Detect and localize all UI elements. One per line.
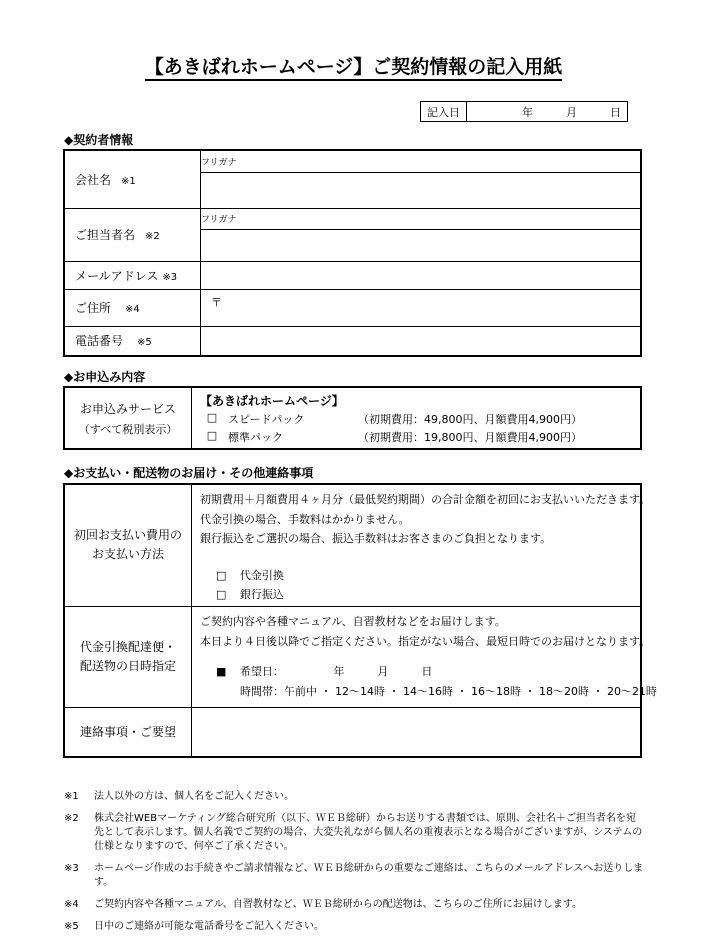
option-speed[interactable]: □ スピードパック （初期費用：49,800円、月額費用4,900円） (200, 411, 640, 427)
company-label: 会社名 ※1 (64, 150, 201, 208)
contractor-table (63, 149, 642, 357)
wish-date[interactable]: ■ 希望日： 年 月 日 (216, 664, 433, 678)
section-contractor: ◆契約者情報 (64, 133, 134, 147)
first-payment-content: 初期費用＋月額費用４ヶ月分（最低契約期間）の合計金額を初回にお支払いいただきます。 代金引換の場合、手数料はかかりません。 銀行振込をご選択の場合、振込手数料はお客さまのご負担となります。 □ 代金引換 □ 銀行振込 (192, 484, 642, 606)
date-table (420, 101, 628, 122)
section-application: ◆お申込み内容 (64, 370, 146, 384)
address-field[interactable]: 〒 (201, 289, 642, 326)
application-options: 【あきばれホームページ】 □ スピードパック （初期費用：49,800円、月額費用4,900円） □ 標準パック （初期費用：19,800円、月額費用4,900円） (192, 387, 642, 449)
footnote: ※1 法人以外の方は、個人名をご記入ください。 (64, 791, 294, 802)
time-slot[interactable]: 時間帯：午前中 ・ 12～14時 ・ 14～16時 ・ 16～18時 ・ 18～20時 ・ 20～21時 (240, 684, 657, 698)
footnote: ※2 株式会社WEBマーケティング総合研究所（以下、ＷＥＢ総研）からお送りする書類では、原則、会社名＋ご担当者名を宛先として表示します。個人名義でご契約の場合、大変失礼ながら個人名の重複表示となる場合がございますが、システムの仕様となりますので、何卒ご了承ください。 (64, 813, 643, 852)
filled-square-icon: ■ (216, 664, 227, 678)
application-label: お申込みサービス （すべて税別表示） (64, 387, 192, 449)
checkbox-icon[interactable]: □ (216, 569, 227, 582)
footnote: ※5 日中のご連絡が可能な電話番号をご記入ください。 (64, 921, 324, 932)
footnotes (64, 790, 644, 942)
method-cod[interactable]: □ 代金引換 (216, 569, 284, 582)
date-field[interactable]: 年 月 日 (467, 102, 628, 122)
page-title: 【あきばれホームページ】ご契約情報の記入用紙 (0, 52, 707, 79)
delivery-label: 代金引換配達便・ 配送物の日時指定 (64, 606, 192, 707)
person-furigana-field[interactable]: フリガナ (201, 208, 642, 229)
email-label: メールアドレス ※3 (64, 261, 201, 289)
method-bank[interactable]: □ 銀行振込 (216, 588, 284, 601)
company-name-field[interactable] (201, 172, 642, 208)
company-furigana-field[interactable]: フリガナ (201, 150, 642, 172)
footnote: ※3 ホームページ作成のお手続きやご請求情報など、ＷＥＢ総研からの重要なご連絡は、こちらのメールアドレスへお送りします。 (64, 863, 644, 888)
date-label: 記入日 (421, 102, 467, 122)
email-field[interactable] (201, 261, 642, 289)
option-standard[interactable]: □ 標準パック （初期費用：19,800円、月額費用4,900円） (200, 429, 640, 445)
person-label: ご担当者名 ※2 (64, 208, 201, 261)
section-payment: ◆お支払い・配送物のお届け・その他連絡事項 (64, 466, 314, 480)
checkbox-icon[interactable]: □ (206, 428, 218, 442)
phone-field[interactable] (201, 326, 642, 356)
delivery-content: ご契約内容や各種マニュアル、自習教材などをお届けします。 本日より４日後以降でご指定ください。指定がない場合、最短日時でのお届けとなります。 ■ 希望日： 年 月 日 時間帯：午前中 ・ 12～14時 ・ 14～16時 ・ 16～18時 ・ 18～20時 ・ 20～21時 (192, 606, 642, 707)
person-name-field[interactable] (201, 229, 642, 261)
checkbox-icon[interactable]: □ (216, 588, 227, 601)
checkbox-icon[interactable]: □ (206, 410, 218, 424)
contact-label: 連絡事項・ご要望 (64, 707, 192, 757)
address-label: ご住所 ※4 (64, 289, 201, 326)
first-payment-label: 初回お支払い費用の お支払い方法 (64, 484, 192, 606)
phone-label: 電話番号 ※5 (64, 326, 201, 356)
payment-table (63, 483, 657, 758)
contact-field[interactable] (192, 707, 642, 757)
application-table (63, 386, 642, 450)
footnote: ※4 ご契約内容や各種マニュアル、自習教材など、ＷＥＢ総研からの配送物は、こちらのご住所にお届けします。 (64, 899, 582, 910)
